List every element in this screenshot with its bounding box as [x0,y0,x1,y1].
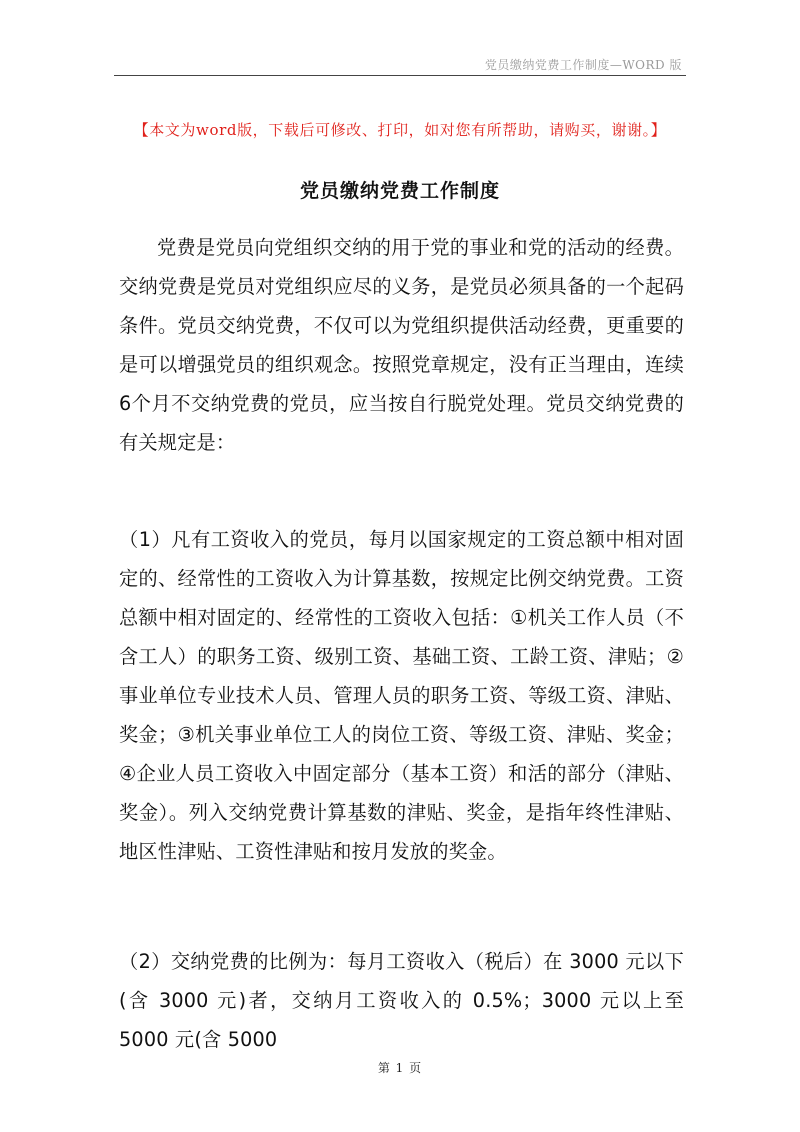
header-divider [114,75,686,76]
page-number: 第 1 页 [377,1061,423,1075]
document-title: 党员缴纳党费工作制度 [299,180,500,202]
word-version-notice: 【本文为word版，下载后可修改、打印，如对您有所帮助，请购买，谢谢。】 [133,121,667,139]
running-header: 党员缴纳党费工作制度—WORD 版 [484,58,682,72]
body-paragraph-rule-2: （2）交纳党费的比例为：每月工资收入（税后）在 3000 元以下(含 3000 元)者，交纳月工资收入的 0.5%；3000 元以上至 5000 元(含 5000 [119,950,684,1051]
body-paragraph-intro: 党费是党员向党组织交纳的用于党的事业和党的活动的经费。交纳党费是党员对党组织应尽的义务，是党员必须具备的一个起码条件。党员交纳党费，不仅可以为党组织提供活动经费，更重要的是可以增强党员的组织观念。按照党章规定，没有正当理由，连续6个月不交纳党费的党员，应当按自行脱党处理。党员交纳党费的有关规定是： [119,236,684,454]
body-paragraph-rule-1: （1）凡有工资收入的党员，每月以国家规定的工资总额中相对固定的、经常性的工资收入为计算基数，按规定比例交纳党费。工资总额中相对固定的、经常性的工资收入包括：①机关工作人员（不含工人）的职务工资、级别工资、基础工资、工龄工资、津贴；②事业单位专业技术人员、管理人员的职务工资、等级工资、津贴、奖金；③机关事业单位工人的岗位工资、等级工资、津贴、奖金；④企业人员工资收入中固定部分（基本工资）和活的部分（津贴、奖金）。列入交纳党费计算基数的津贴、奖金，是指年终性津贴、地区性津贴、工资性津贴和按月发放的奖金。 [119,528,684,863]
